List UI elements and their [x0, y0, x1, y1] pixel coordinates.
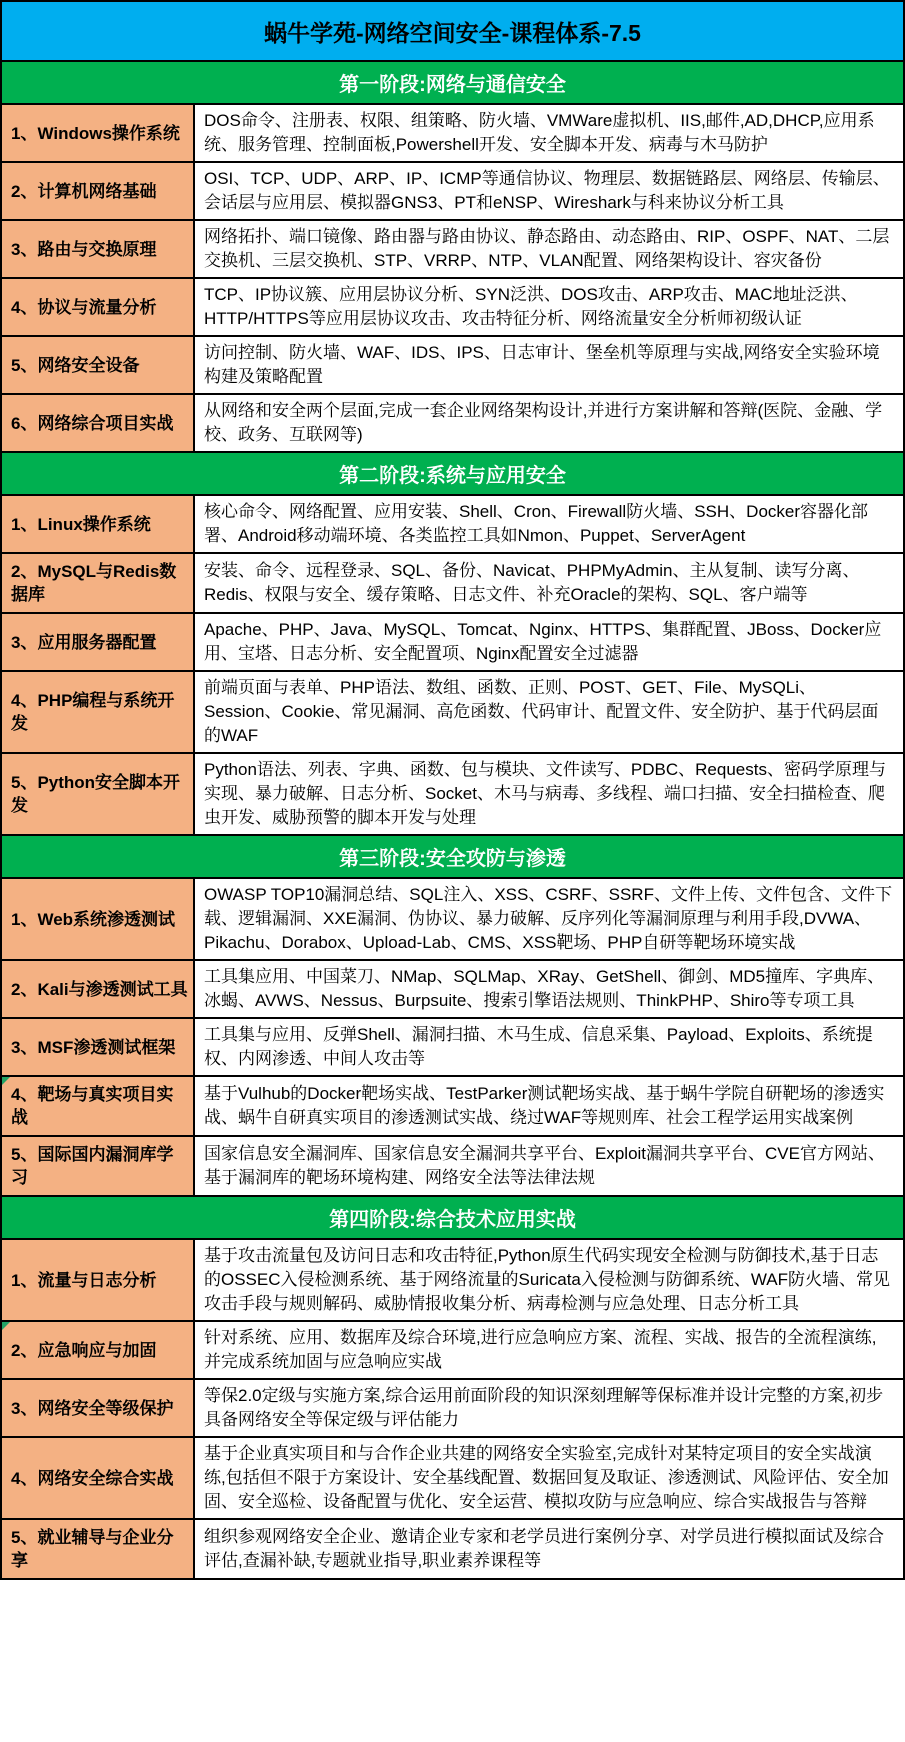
- course-content-text: OWASP TOP10漏洞总结、SQL注入、XSS、CSRF、SSRF、文件上传、文件包含、文件下载、逻辑漏洞、XXE漏洞、伪协议、暴力破解、反序列化等漏洞原理与利用手段,DVWA、Pikachu、Dorabox、Upload-Lab、CMS、XSS靶场、PHP自研等靶场环境实战: [204, 885, 892, 952]
- table-row: [2, 103, 903, 161]
- course-name-cell: [2, 961, 195, 1017]
- course-name-label: 1、流量与日志分析: [11, 1270, 157, 1290]
- course-name-label: 4、靶场与真实项目实战: [11, 1085, 174, 1127]
- course-content-text: 从网络和安全两个层面,完成一套企业网络架构设计,并进行方案讲解和答辩(医院、金融、学校、政务、互联网等): [204, 401, 883, 444]
- course-content-text: 针对系统、应用、数据库及综合环境,进行应急响应方案、流程、实战、报告的全流程演练,并完成系统加固与应急响应实战: [204, 1328, 877, 1371]
- course-name-label: 5、Python安全脚本开发: [11, 773, 181, 815]
- table-row: [2, 752, 903, 834]
- course-name-cell: [2, 1077, 195, 1135]
- course-content-cell: [195, 1380, 903, 1436]
- course-content-text: OSI、TCP、UDP、ARP、IP、ICMP等通信协议、物理层、数据链路层、网络层、传输层、会话层与应用层、模拟器GNS3、PT和eNSP、Wireshark与科来协议分析工具: [204, 169, 890, 212]
- course-content-cell: [195, 395, 903, 451]
- course-name-cell: [2, 395, 195, 451]
- course-name-cell: [2, 1380, 195, 1436]
- course-content-cell: [195, 1240, 903, 1320]
- course-name-cell: [2, 1240, 195, 1320]
- course-name-label: 4、网络安全综合实战: [11, 1468, 174, 1488]
- course-content-cell: [195, 1322, 903, 1378]
- course-name-label: 3、MSF渗透测试框架: [11, 1037, 176, 1057]
- course-name-label: 5、国际国内漏洞库学习: [11, 1145, 174, 1187]
- course-content-cell: [195, 672, 903, 752]
- table-row: [2, 1436, 903, 1518]
- course-content-cell: [195, 1019, 903, 1075]
- course-name-cell: [2, 221, 195, 277]
- course-name-label: 3、网络安全等级保护: [11, 1398, 174, 1418]
- course-content-cell: [195, 221, 903, 277]
- course-name-label: 2、应急响应与加固: [11, 1340, 157, 1360]
- course-content-cell: [195, 163, 903, 219]
- table-row: [2, 393, 903, 451]
- course-content-text: 基于攻击流量包及访问日志和攻击特征,Python原生代码实现安全检测与防御技术,基于日志的OSSEC入侵检测系统、基于网络流量的Suricata入侵检测与防御系统、WAF防火墙、常见攻击手段与规则解码、威胁情报收集分析、病毒检测与应急处理、日志分析工具: [204, 1246, 891, 1313]
- course-content-text: 基于Vulhub的Docker靶场实战、TestParker测试靶场实战、基于蜗牛学院自研靶场的渗透实战、蜗牛自研真实项目的渗透测试实战、绕过WAF等规则库、社会工程学运用实战案例: [204, 1084, 885, 1127]
- course-name-label: 5、就业辅导与企业分享: [11, 1528, 174, 1570]
- course-name-cell: [2, 1520, 195, 1578]
- course-content-cell: [195, 496, 903, 552]
- table-row: [2, 959, 903, 1017]
- course-name-cell: [2, 1137, 195, 1195]
- course-name-label: 4、协议与流量分析: [11, 297, 157, 317]
- table-row: [2, 277, 903, 335]
- course-content-cell: [195, 614, 903, 670]
- course-content-text: 等保2.0定级与实施方案,综合运用前面阶段的知识深刻理解等保标准并设计完整的方案,初步具备网络安全等保定级与评估能力: [204, 1386, 884, 1429]
- table-row: [2, 1017, 903, 1075]
- table-row: [2, 161, 903, 219]
- course-content-cell: [195, 879, 903, 959]
- course-name-cell: [2, 496, 195, 552]
- table-row: [2, 552, 903, 612]
- course-name-label: 4、PHP编程与系统开发: [11, 691, 175, 733]
- course-name-cell: [2, 754, 195, 834]
- course-name-label: 1、Linux操作系统: [11, 514, 151, 534]
- corner-marker-icon: [2, 1322, 10, 1330]
- course-content-text: 访问控制、防火墙、WAF、IDS、IPS、日志审计、堡垒机等原理与实战,网络安全实验环境构建及策略配置: [204, 343, 880, 386]
- course-content-cell: [195, 337, 903, 393]
- course-content-text: TCP、IP协议簇、应用层协议分析、SYN泛洪、DOS攻击、ARP攻击、MAC地址泛洪、HTTP/HTTPS等应用层协议攻击、攻击特征分析、网络流量安全分析师初级认证: [204, 285, 858, 328]
- course-content-text: 工具集应用、中国菜刀、NMap、SQLMap、XRay、GetShell、御剑、MD5撞库、字典库、冰蝎、AVWS、Nessus、Burpsuite、搜索引擎语法规则、ThinkPHP、Shiro等专项工具: [204, 967, 885, 1010]
- stage-banner: 第一阶段:网络与通信安全: [2, 60, 903, 103]
- course-content-text: 国家信息安全漏洞库、国家信息安全漏洞共享平台、Exploit漏洞共享平台、CVE官方网站、基于漏洞库的靶场环境构建、网络安全法等法律法规: [204, 1144, 885, 1187]
- course-name-cell: [2, 1019, 195, 1075]
- course-name-label: 6、网络综合项目实战: [11, 413, 174, 433]
- table-row: [2, 1135, 903, 1195]
- course-name-cell: [2, 337, 195, 393]
- course-content-text: DOS命令、注册表、权限、组策略、防火墙、VMWare虚拟机、IIS,邮件,AD,DHCP,应用系统、服务管理、控制面板,Powershell开发、安全脚本开发、病毒与木马防护: [204, 111, 875, 154]
- corner-marker-icon: [2, 1077, 10, 1085]
- course-content-cell: [195, 105, 903, 161]
- course-name-label: 5、网络安全设备: [11, 355, 140, 375]
- course-content-cell: [195, 1137, 903, 1195]
- course-content-text: 前端页面与表单、PHP语法、数组、函数、正则、POST、GET、File、MySQLi、Session、Cookie、常见漏洞、高危函数、代码审计、配置文件、安全防护、基于代码层面的WAF: [204, 678, 879, 745]
- course-name-label: 3、应用服务器配置: [11, 632, 157, 652]
- course-name-cell: [2, 163, 195, 219]
- course-name-cell: [2, 879, 195, 959]
- course-name-label: 1、Web系统渗透测试: [11, 909, 176, 929]
- course-content-cell: [195, 554, 903, 612]
- course-content-text: 网络拓扑、端口镜像、路由器与路由协议、静态路由、动态路由、RIP、OSPF、NAT、二层交换机、三层交换机、STP、VRRP、NTP、VLAN配置、网络架构设计、容灾备份: [204, 227, 890, 270]
- course-content-text: 核心命令、网络配置、应用安装、Shell、Cron、Firewall防火墙、SSH、Docker容器化部署、Android移动端环境、各类监控工具如Nmon、Puppet、ServerAgent: [204, 502, 869, 545]
- table-row: [2, 877, 903, 959]
- table-row: [2, 1075, 903, 1135]
- course-content-cell: [195, 1077, 903, 1135]
- course-content-cell: [195, 279, 903, 335]
- course-content-text: Python语法、列表、字典、函数、包与模块、文件读写、PDBC、Requests、密码学原理与实现、暴力破解、日志分析、Socket、木马与病毒、多线程、端口扫描、安全扫描检查、爬虫开发、威胁预警的脚本开发与处理: [204, 760, 886, 827]
- course-content-text: 组织参观网络安全企业、邀请企业专家和老学员进行案例分享、对学员进行模拟面试及综合评估,查漏补缺,专题就业指导,职业素养课程等: [204, 1527, 884, 1570]
- course-name-cell: [2, 1438, 195, 1518]
- course-name-label: 2、Kali与渗透测试工具: [11, 979, 188, 999]
- table-row: [2, 1238, 903, 1320]
- course-name-label: 2、计算机网络基础: [11, 181, 157, 201]
- course-content-text: 安装、命令、远程登录、SQL、备份、Navicat、PHPMyAdmin、主从复制、读写分离、Redis、权限与安全、缓存策略、日志文件、补充Oracle的架构、SQL、客户端等: [204, 561, 860, 604]
- course-name-cell: [2, 554, 195, 612]
- table-row: [2, 670, 903, 752]
- course-content-text: 工具集与应用、反弹Shell、漏洞扫描、木马生成、信息采集、Payload、Exploits、系统提权、内网渗透、中间人攻击等: [204, 1025, 873, 1068]
- table-row: [2, 335, 903, 393]
- course-name-cell: [2, 614, 195, 670]
- table-row: [2, 612, 903, 670]
- course-content-cell: [195, 754, 903, 834]
- course-name-cell: [2, 672, 195, 752]
- course-content-cell: [195, 961, 903, 1017]
- course-name-cell: [2, 105, 195, 161]
- stage-sections: [2, 60, 903, 1578]
- table-row: [2, 1518, 903, 1578]
- course-name-label: 1、Windows操作系统: [11, 123, 180, 143]
- table-row: [2, 494, 903, 552]
- course-name-label: 2、MySQL与Redis数据库: [11, 562, 177, 604]
- table-row: [2, 1320, 903, 1378]
- table-row: [2, 1378, 903, 1436]
- course-content-cell: [195, 1438, 903, 1518]
- course-content-cell: [195, 1520, 903, 1578]
- stage-banner: 第二阶段:系统与应用安全: [2, 451, 903, 494]
- course-content-text: 基于企业真实项目和与合作企业共建的网络安全实验室,完成针对某特定项目的安全实战演练,包括但不限于方案设计、安全基线配置、数据回复及取证、渗透测试、风险评估、安全加固、安全巡检、设备配置与优化、安全运营、模拟攻防与应急响应、综合实战报告与答辩: [204, 1444, 889, 1511]
- page-title: 蜗牛学苑-网络空间安全-课程体系-7.5: [2, 2, 903, 60]
- stage-banner: 第四阶段:综合技术应用实战: [2, 1195, 903, 1238]
- course-name-cell: [2, 1322, 195, 1378]
- course-name-label: 3、路由与交换原理: [11, 239, 157, 259]
- course-name-cell: [2, 279, 195, 335]
- course-content-text: Apache、PHP、Java、MySQL、Tomcat、Nginx、HTTPS、集群配置、JBoss、Docker应用、宝塔、日志分析、安全配置项、Nginx配置安全过滤器: [204, 620, 882, 663]
- table-row: [2, 219, 903, 277]
- stage-banner: 第三阶段:安全攻防与渗透: [2, 834, 903, 877]
